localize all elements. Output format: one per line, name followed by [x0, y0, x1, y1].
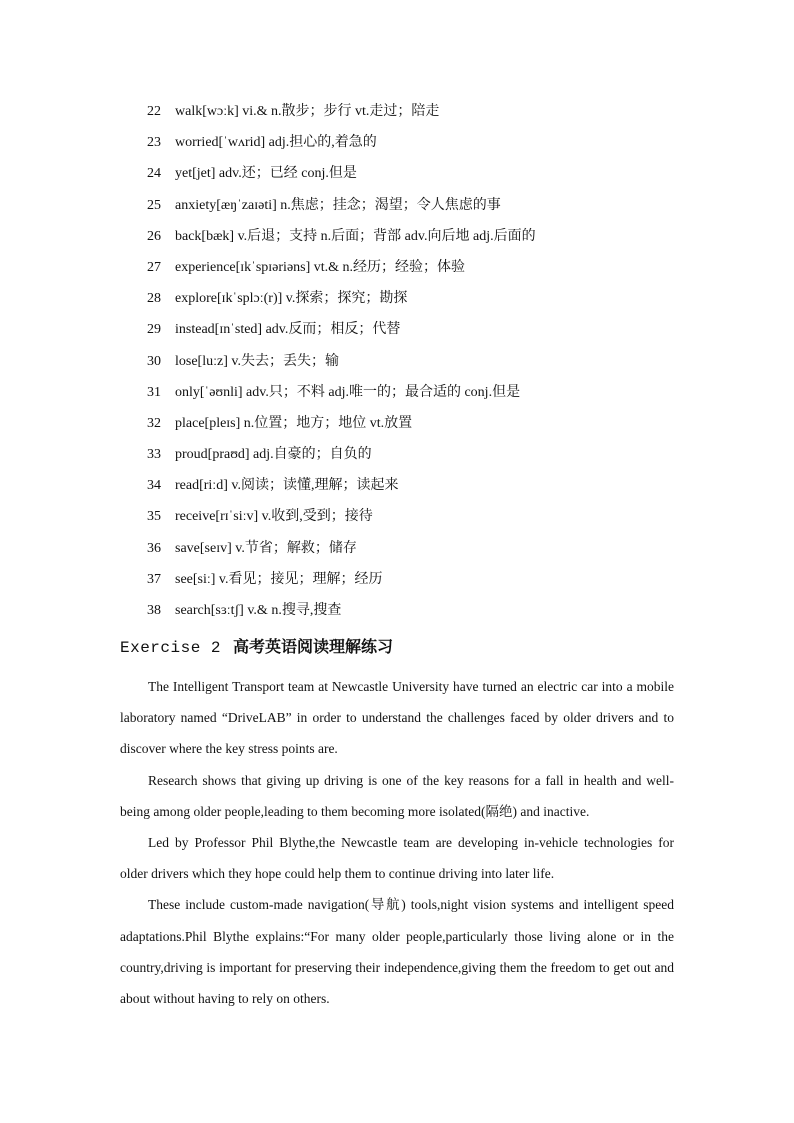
vocab-number: 28: [147, 291, 161, 307]
vocab-entry: place[pleɪs] n.位置；地方；地位 vt.放置: [175, 415, 413, 431]
vocab-number: 30: [147, 353, 161, 369]
passage-paragraph: These include custom-made navigation(导航) tools,night vision systems and intelligent speed adaptations.Phil Blythe explains:“For many older people,particularly those living alone or in the country,driving is important for preserving their independence,giving them the freedom to get out and about without having to rely on others.: [120, 897, 674, 1007]
vocab-item: [147, 99, 707, 130]
vocab-entry: only[ˈəʊnli] adv.只；不料 adj.唯一的；最合适的 conj.但是: [175, 384, 521, 400]
vocab-number: 32: [147, 415, 161, 431]
vocab-item: [147, 349, 707, 380]
vocab-number: 24: [147, 166, 161, 182]
vocab-number: 29: [147, 322, 161, 338]
vocab-number: 22: [147, 104, 161, 119]
vocab-entry: proud[praʊd] adj.自豪的；自负的: [175, 447, 372, 463]
vocab-item: [147, 411, 707, 442]
vocab-number: 27: [147, 259, 161, 275]
vocab-number: 36: [147, 540, 161, 556]
vocab-number: 26: [147, 228, 161, 244]
vocab-entry: save[seɪv] v.节省；解救；储存: [175, 540, 357, 556]
vocab-entry: explore[ɪkˈsplɔː(r)] v.探索；探究；勘探: [175, 291, 408, 307]
vocab-item: [147, 224, 707, 255]
vocab-item: [147, 567, 707, 598]
vocab-number: 33: [147, 447, 161, 463]
vocab-entry: instead[ɪnˈsted] adv.反而；相反；代替: [175, 322, 401, 338]
exercise-heading: [120, 634, 393, 661]
vocab-entry: worried[ˈwʌrid] adj.担心的,着急的: [175, 135, 377, 151]
vocab-item: [147, 442, 707, 473]
vocab-item: [147, 380, 707, 411]
vocab-number: 35: [147, 509, 161, 525]
vocab-number: 34: [147, 478, 161, 494]
vocab-item: [147, 286, 707, 317]
vocab-item: [147, 130, 707, 161]
vocab-entry: read[riːd] v.阅读；读懂,理解；读起来: [175, 478, 399, 494]
passage-paragraph: The Intelligent Transport team at Newcastle University have turned an electric car into a mobile laboratory named “DriveLAB” in order to understand the challenges faced by older drivers and to discover where the key stress points are.: [120, 679, 674, 757]
vocabulary-list: [147, 99, 707, 629]
vocab-item: [147, 504, 707, 535]
vocab-number: 31: [147, 384, 161, 400]
vocab-item: [147, 193, 707, 224]
vocab-item: [147, 255, 707, 286]
vocab-number: 23: [147, 135, 161, 151]
vocab-item: [147, 317, 707, 348]
vocab-entry: lose[luːz] v.失去；丢失；输: [175, 353, 339, 369]
vocab-entry: receive[rɪˈsiːv] v.收到,受到；接待: [175, 509, 373, 525]
vocab-entry: experience[ɪkˈspɪəriəns] vt.& n.经历；经验；体验: [175, 259, 466, 275]
vocab-item: [147, 473, 707, 504]
vocab-entry: see[siː] v.看见；接见；理解；经历: [175, 571, 383, 587]
vocab-number: 25: [147, 197, 161, 213]
vocab-entry: search[sɜːtʃ] v.& n.搜寻,搜查: [175, 603, 342, 618]
vocab-entry: anxiety[æŋˈzaɪəti] n.焦虑；挂念；渴望；令人焦虑的事: [175, 197, 501, 213]
passage-paragraph: Led by Professor Phil Blythe,the Newcastle team are developing in-vehicle technologies for older drivers which they hope could help them to continue driving into later life.: [120, 835, 674, 882]
vocab-item: [147, 598, 707, 629]
vocab-entry: yet[jet] adv.还；已经 conj.但是: [175, 166, 357, 182]
exercise-label: Exercise 2: [120, 639, 222, 657]
exercise-title: 高考英语阅读理解练习: [233, 637, 394, 656]
vocab-number: 37: [147, 571, 161, 587]
reading-passage: [120, 671, 674, 1014]
vocab-entry: walk[wɔːk] vi.& n.散步；步行 vt.走过；陪走: [175, 104, 440, 119]
vocab-entry: back[bæk] v.后退；支持 n.后面；背部 adv.向后地 adj.后面的: [175, 228, 536, 244]
vocab-number: 38: [147, 603, 161, 618]
vocab-item: [147, 536, 707, 567]
passage-paragraph: Research shows that giving up driving is one of the key reasons for a fall in health and well-being among older people,leading to them becoming more isolated(隔绝) and inactive.: [120, 772, 674, 819]
vocab-item: [147, 161, 707, 192]
